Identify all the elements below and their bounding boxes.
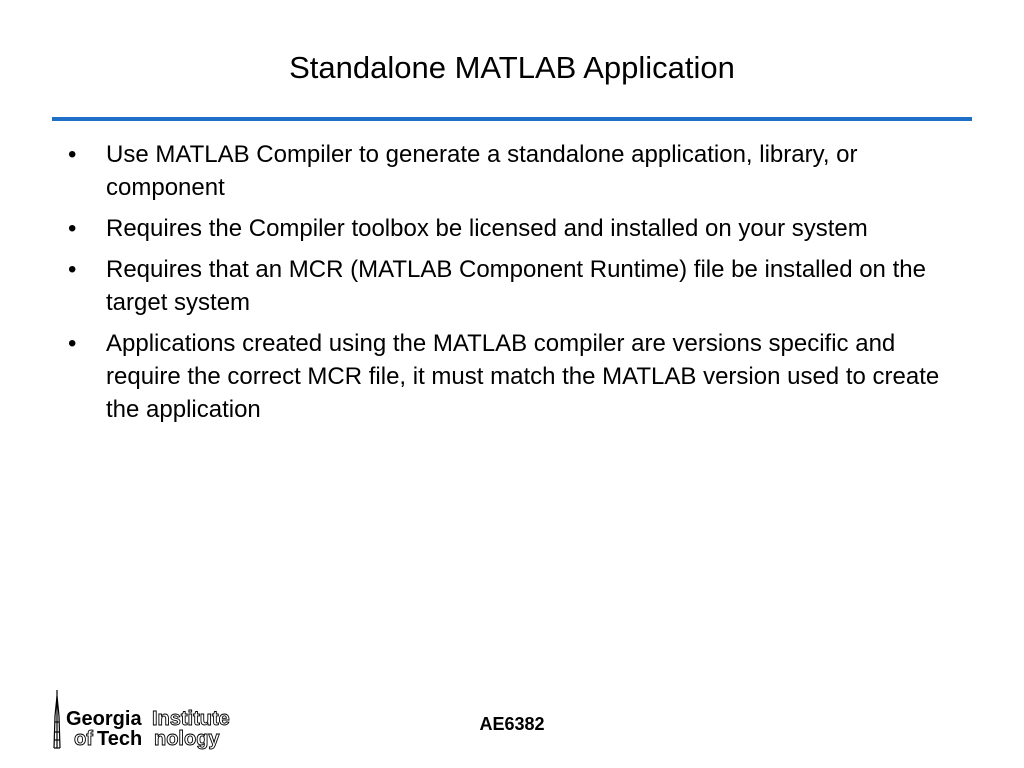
bullet-text: Use MATLAB Compiler to generate a standalone application, library, or component [106, 141, 858, 201]
slide-title: Standalone MATLAB Application [289, 50, 735, 85]
bullet-item [68, 253, 973, 319]
georgia-tech-logo [48, 688, 258, 752]
course-code: AE6382 [479, 714, 545, 734]
logo-word-georgia: Georgia [66, 708, 142, 730]
logo-word-institute: Institute [152, 708, 230, 730]
logo-word-nology: nology [154, 728, 220, 750]
bullet-text: Applications created using the MATLAB compiler are versions specific and require the correct MCR file, it must match the MATLAB version used to create the application [106, 330, 940, 423]
logo-word-tech: Tech [97, 728, 143, 750]
bullet-text: Requires the Compiler toolbox be licensed and installed on your system [106, 215, 868, 242]
bullet-item [68, 138, 973, 204]
bullet-icon: • [68, 256, 77, 283]
bullet-item [68, 327, 973, 426]
bullet-icon: • [68, 141, 77, 168]
bullet-text: Requires that an MCR (MATLAB Component Runtime) file be installed on the target system [106, 256, 926, 316]
title-divider [52, 117, 972, 121]
bullet-icon: • [68, 330, 77, 357]
bullet-list [68, 138, 973, 434]
bullet-item [68, 212, 973, 245]
bullet-icon: • [68, 215, 77, 242]
tower-icon [54, 690, 60, 748]
logo-word-of: of [74, 728, 93, 750]
